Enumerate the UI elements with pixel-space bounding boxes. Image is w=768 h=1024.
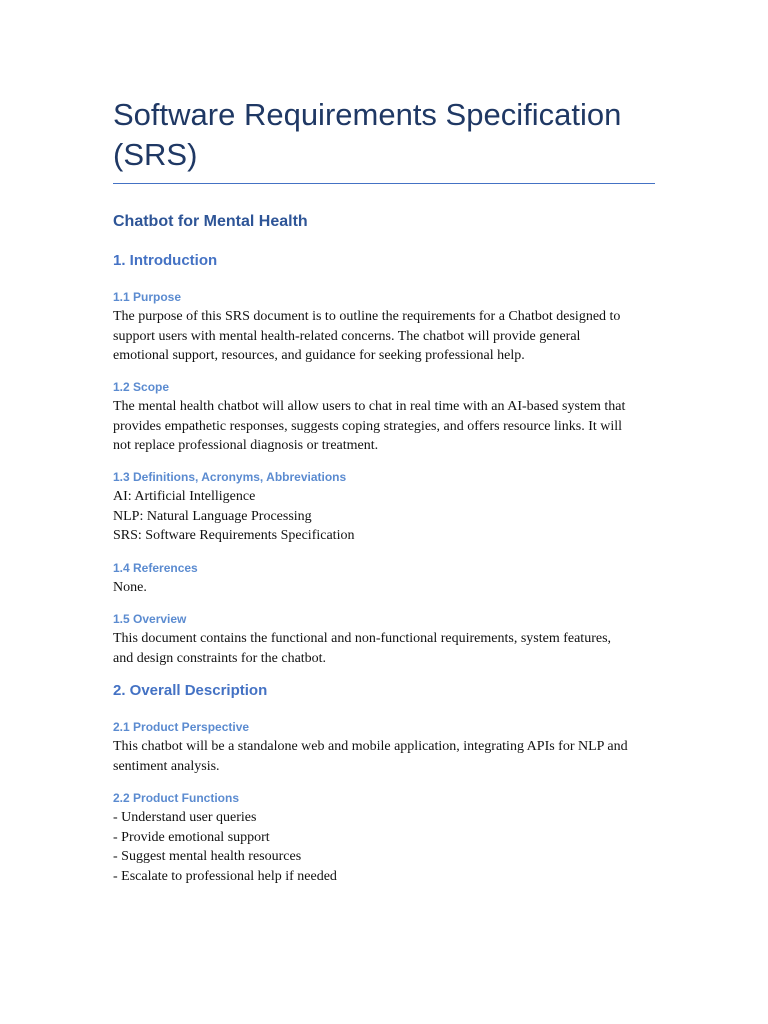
subsection-heading: 1.5 Overview: [113, 612, 187, 626]
text-line: The mental health chatbot will allow users to chat in real time with an AI-based system that: [113, 399, 626, 414]
section-heading: 2. Overall Description: [113, 682, 268, 699]
text-line: support users with mental health-related concerns. The chatbot will provide general: [113, 328, 581, 344]
subsection-scope: [113, 379, 655, 456]
text-line: and design constraints for the chatbot.: [113, 650, 327, 666]
text-line: sentiment analysis.: [113, 758, 220, 774]
document-subtitle: Chatbot for Mental Health: [113, 213, 308, 230]
paragraph: [113, 397, 655, 456]
subsection-references: [113, 560, 655, 598]
subsection-definitions: [113, 469, 655, 546]
paragraph: [113, 487, 655, 546]
subsection-heading: 1.2 Scope: [113, 380, 170, 394]
text-line: NLP: Natural Language Processing: [113, 508, 312, 524]
text-line: SRS: Software Requirements Specification: [113, 528, 355, 543]
paragraph: [113, 737, 655, 776]
subsection-heading: 1.1 Purpose: [113, 290, 182, 304]
list-item: - Suggest mental health resources: [113, 849, 302, 864]
paragraph: [113, 578, 655, 598]
document-title: [113, 95, 655, 175]
subsection-product-perspective: [113, 719, 655, 776]
text-line: This chatbot will be a standalone web and mobile application, integrating APIs for NLP and: [113, 739, 628, 754]
document-subtitle-block: [113, 213, 655, 231]
subsection-heading: 2.1 Product Perspective: [113, 720, 250, 734]
subsection-purpose: [113, 289, 655, 366]
list-item: - Escalate to professional help if needed: [113, 868, 337, 884]
title-divider: [113, 183, 655, 184]
subsection-overview: [113, 611, 655, 668]
section-heading: 1. Introduction: [113, 252, 218, 269]
text-line: provides empathetic responses, suggests coping strategies, and offers resource links. It will: [113, 418, 623, 434]
subsection-heading: 1.4 References: [113, 561, 198, 575]
text-line: None.: [113, 580, 147, 595]
text-line: This document contains the functional and non-functional requirements, system features,: [113, 631, 612, 646]
title-line: Software Requirements Specification: [113, 97, 622, 132]
list-item: - Provide emotional support: [113, 829, 270, 845]
subsection-heading: 2.2 Product Functions: [113, 791, 240, 805]
paragraph: [113, 629, 655, 668]
section-overall-description: [113, 682, 655, 699]
bullet-list: [113, 808, 655, 886]
section-introduction: [113, 252, 655, 269]
paragraph: [113, 307, 655, 366]
text-line: not replace professional diagnosis or treatment.: [113, 438, 379, 453]
text-line: emotional support, resources, and guidance for seeking professional help.: [113, 348, 525, 363]
title-line: (SRS): [113, 137, 198, 172]
document-page: [113, 0, 655, 184]
text-line: AI: Artificial Intelligence: [113, 489, 256, 504]
list-item: - Understand user queries: [113, 810, 257, 825]
subsection-product-functions: [113, 790, 655, 886]
text-line: The purpose of this SRS document is to outline the requirements for a Chatbot designed to: [113, 309, 621, 324]
subsection-heading: 1.3 Definitions, Acronyms, Abbreviations: [113, 470, 347, 484]
